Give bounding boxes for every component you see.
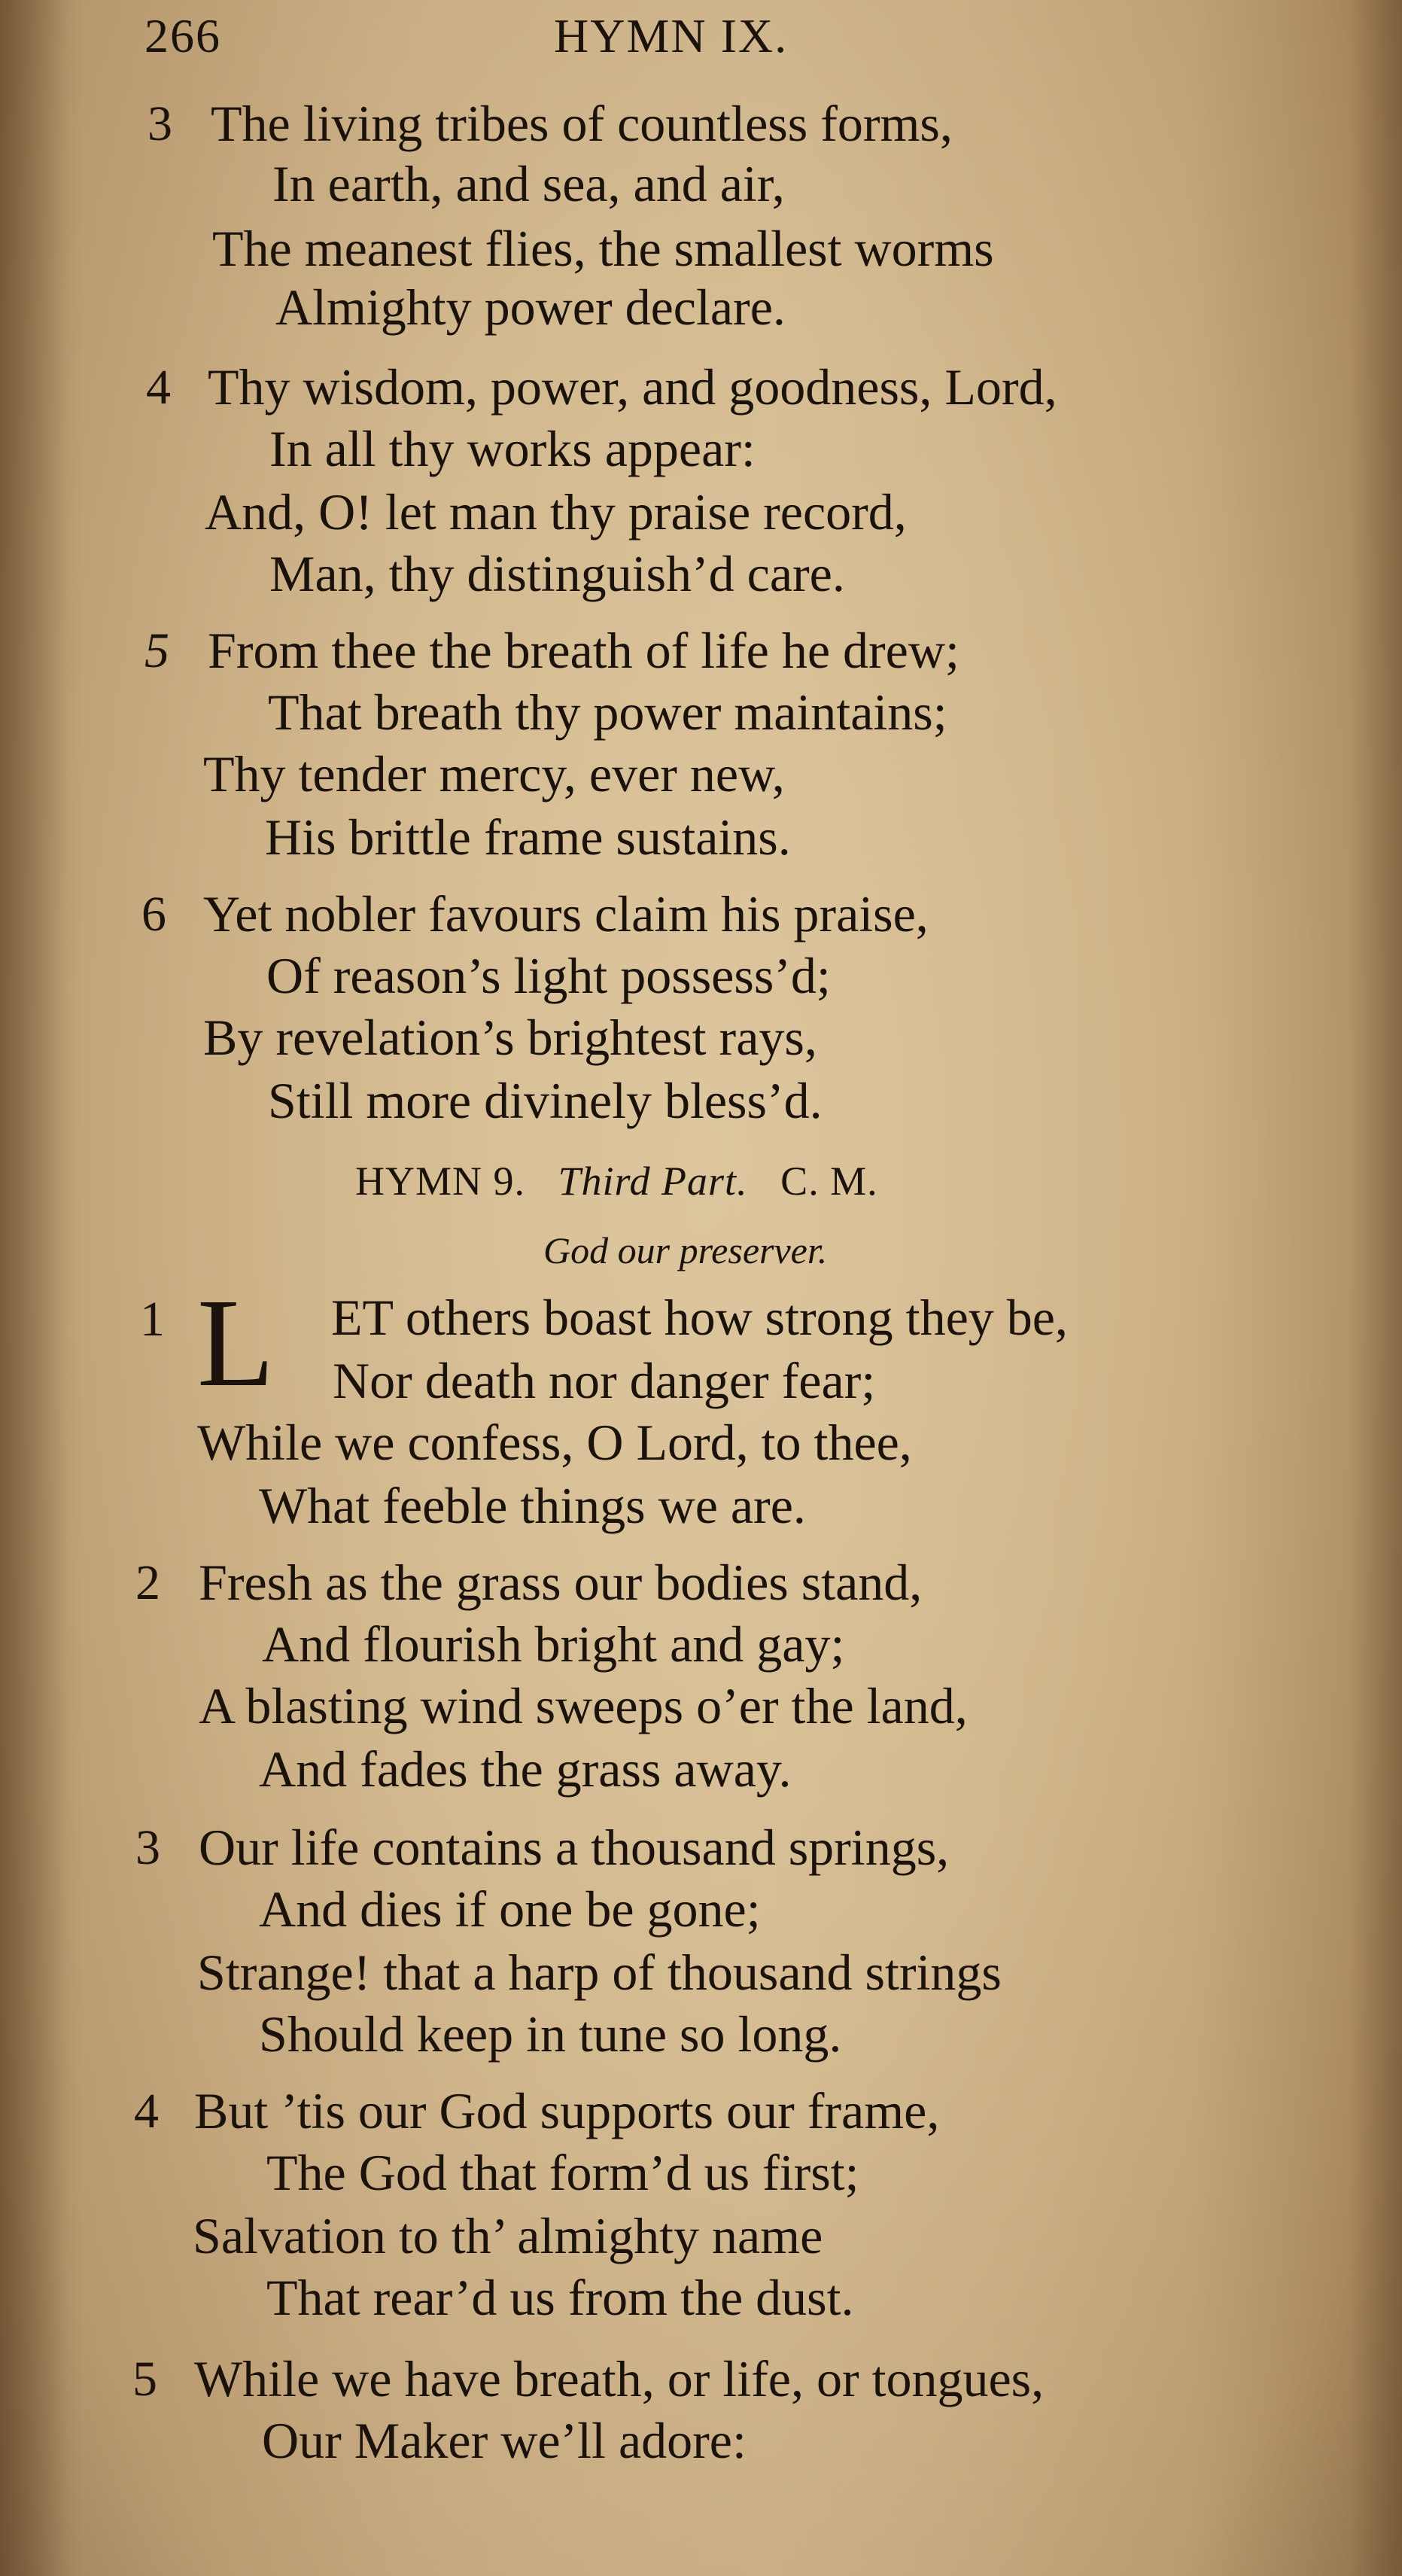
verse-line: And dies if one be gone; (259, 1880, 761, 1938)
verse-line: Still more divinely bless’d. (268, 1072, 823, 1129)
verse-line: By revelation’s brightest rays, (203, 1009, 817, 1066)
verse-line: In all thy works appear: (269, 420, 756, 477)
verse-line: Thy tender mercy, ever new, (203, 745, 785, 802)
hymn-part: Third Part. (558, 1159, 748, 1204)
verse-line: A blasting wind sweeps o’er the land, (199, 1677, 968, 1734)
stanza-number: 1 (140, 1292, 165, 1347)
hymn-heading (355, 1159, 878, 1204)
verse-line: Salvation to th’ almighty name (193, 2207, 823, 2264)
stanza-number: 2 (135, 1555, 160, 1610)
verse-line: While we have breath, or life, or tongues, (194, 2350, 1045, 2407)
stanza-number: 4 (146, 360, 171, 415)
page-number: 266 (144, 9, 221, 62)
verse-line: Fresh as the grass our bodies stand, (199, 1554, 923, 1611)
hymn-number: HYMN 9. (355, 1159, 526, 1204)
stanza-number: 5 (144, 623, 169, 678)
verse-line: Our life contains a thousand springs, (199, 1819, 950, 1876)
verse-line: The meanest flies, the smallest worms (212, 220, 994, 277)
verse-line: That rear’d us from the dust. (266, 2269, 854, 2326)
running-title: HYMN IX. (554, 9, 789, 62)
verse-line: But ’tis our God supports our frame, (194, 2082, 940, 2139)
verse-line: The God that form’d us first; (266, 2144, 859, 2201)
verse-line: That breath thy power maintains; (268, 684, 947, 741)
verse-line: Strange! that a harp of thousand strings (197, 1944, 1002, 2001)
stanza-number: 4 (134, 2084, 159, 2139)
stanza-number: 3 (135, 1820, 160, 1875)
verse-line: While we confess, O Lord, to thee, (197, 1414, 912, 1471)
hymn-meter: C. M. (780, 1159, 878, 1204)
verse-line: Should keep in tune so long. (259, 2005, 842, 2063)
verse-line: And, O! let man thy praise record, (205, 483, 907, 540)
verse-line: His brittle frame sustains. (265, 808, 791, 866)
verse-line: From thee the breath of life he drew; (208, 622, 960, 679)
verse-line: In earth, and sea, and air, (272, 155, 785, 212)
verse-line: And flourish bright and gay; (262, 1615, 845, 1673)
verse-line: And fades the grass away. (259, 1740, 792, 1798)
stanza-number: 6 (141, 887, 166, 942)
verse-line: Thy wisdom, power, and goodness, Lord, (208, 358, 1057, 416)
drop-cap: L (197, 1273, 275, 1413)
verse-line: Our Maker we’ll adore: (262, 2412, 747, 2469)
verse-line: The living tribes of countless forms, (211, 95, 953, 152)
verse-line: Of reason’s light possess’d; (266, 947, 831, 1004)
verse-line: ET others boast how strong they be, (331, 1289, 1068, 1346)
verse-line: What feeble things we are. (259, 1477, 806, 1534)
stanza-number: 5 (132, 2352, 157, 2407)
verse-line: Man, thy distinguish’d care. (269, 545, 845, 602)
hymn-subtitle: God our preserver. (543, 1229, 828, 1271)
verse-line: Nor death nor danger fear; (333, 1352, 876, 1409)
stanza-number: 3 (147, 96, 172, 151)
verse-line: Almighty power declare. (275, 279, 786, 336)
verse-line: Yet nobler favours claim his praise, (203, 885, 929, 942)
